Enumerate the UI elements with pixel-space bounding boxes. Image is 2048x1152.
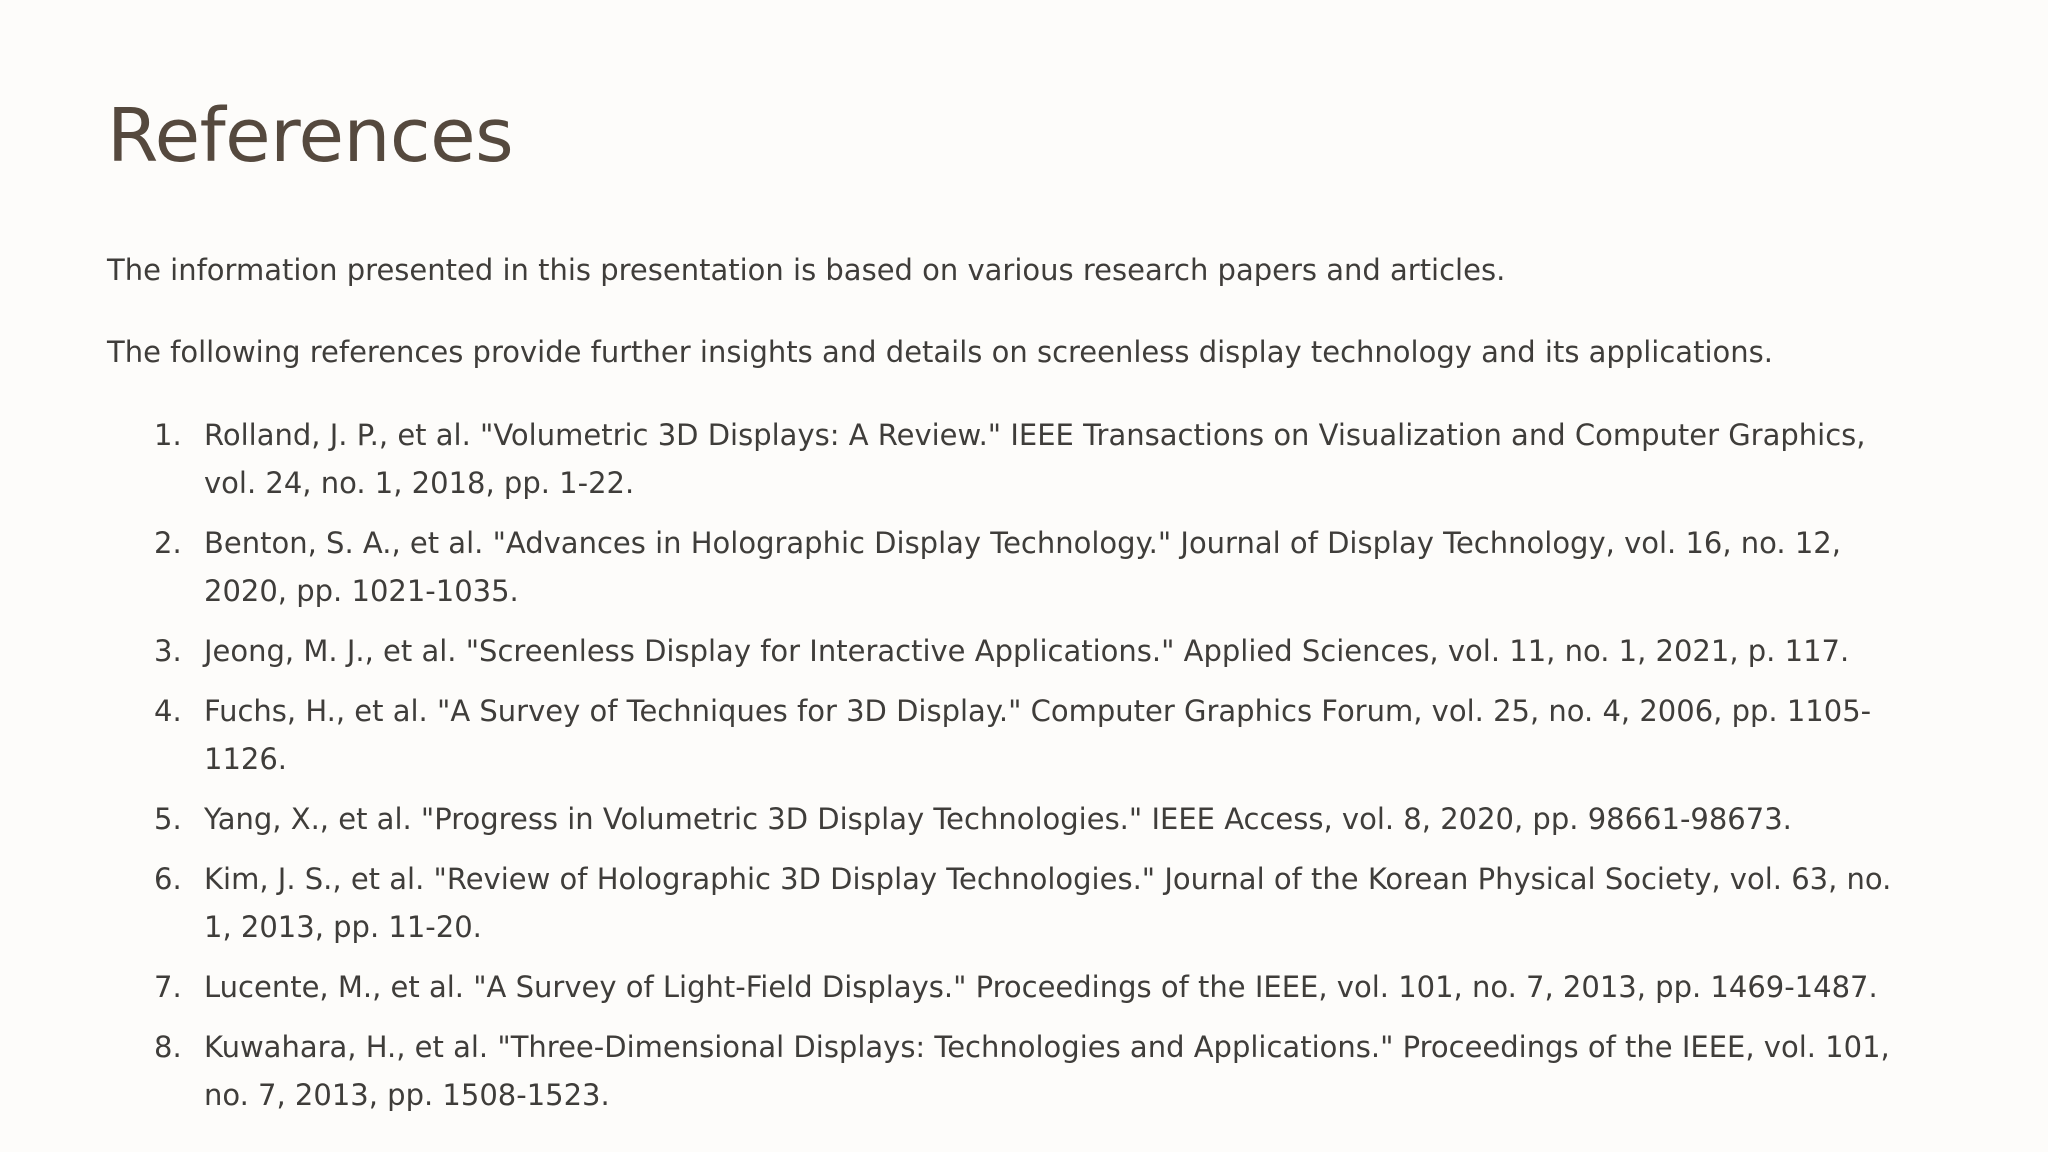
reference-text: Yang, X., et al. "Progress in Volumetric 3D Display Technologies." IEEE Access, vol. 8, 2020, pp. 98661-98673.: [204, 801, 1792, 836]
reference-item: [154, 411, 1941, 507]
reference-text: Rolland, J. P., et al. "Volumetric 3D Displays: A Review." IEEE Transactions on Visualization and Computer Graphics, vol. 24, no. 1, 2018, pp. 1-22.: [204, 417, 1866, 500]
reference-number: 7.: [154, 969, 182, 1004]
reference-item: [154, 1023, 1941, 1119]
reference-number: 5.: [154, 801, 182, 836]
reference-number: 6.: [154, 861, 182, 896]
reference-item: [154, 855, 1941, 951]
reference-text: Kuwahara, H., et al. "Three-Dimensional Displays: Technologies and Applications." Proceedings of the IEEE, vol. 101, no. 7, 2013, pp. 1508-1523.: [204, 1029, 1890, 1112]
reference-item: [154, 687, 1941, 783]
intro-paragraph: The following references provide further insights and details on screenless display technology and its applications.: [107, 334, 1773, 369]
reference-text: Lucente, M., et al. "A Survey of Light-Field Displays." Proceedings of the IEEE, vol. 101, no. 7, 2013, pp. 1469-1487.: [204, 969, 1878, 1004]
reference-item: [154, 519, 1941, 615]
reference-number: 8.: [154, 1029, 182, 1064]
reference-number: 1.: [154, 417, 182, 452]
reference-text: Jeong, M. J., et al. "Screenless Display for Interactive Applications." Applied Sciences, vol. 11, no. 1, 2021, p. 117.: [204, 633, 1850, 668]
reference-text: Benton, S. A., et al. "Advances in Holographic Display Technology." Journal of Display Technology, vol. 16, no. 12, 2020, pp. 1021-1035.: [204, 525, 1841, 608]
reference-text: Fuchs, H., et al. "A Survey of Techniques for 3D Display." Computer Graphics Forum, vol. 25, no. 4, 2006, pp. 1105-1126.: [204, 693, 1872, 776]
reference-number: 2.: [154, 525, 182, 560]
reference-list: [107, 411, 1941, 1119]
intro-paragraph: The information presented in this presentation is based on various research papers and articles.: [107, 252, 1506, 287]
reference-text: Kim, J. S., et al. "Review of Holographic 3D Display Technologies." Journal of the Korean Physical Society, vol. 63, no. 1, 2013, pp. 11-20.: [204, 861, 1892, 944]
reference-item: [154, 795, 1941, 843]
reference-item: [154, 627, 1941, 675]
reference-number: 4.: [154, 693, 182, 728]
reference-item: [154, 963, 1941, 1011]
reference-number: 3.: [154, 633, 182, 668]
page-title: References: [107, 93, 514, 179]
